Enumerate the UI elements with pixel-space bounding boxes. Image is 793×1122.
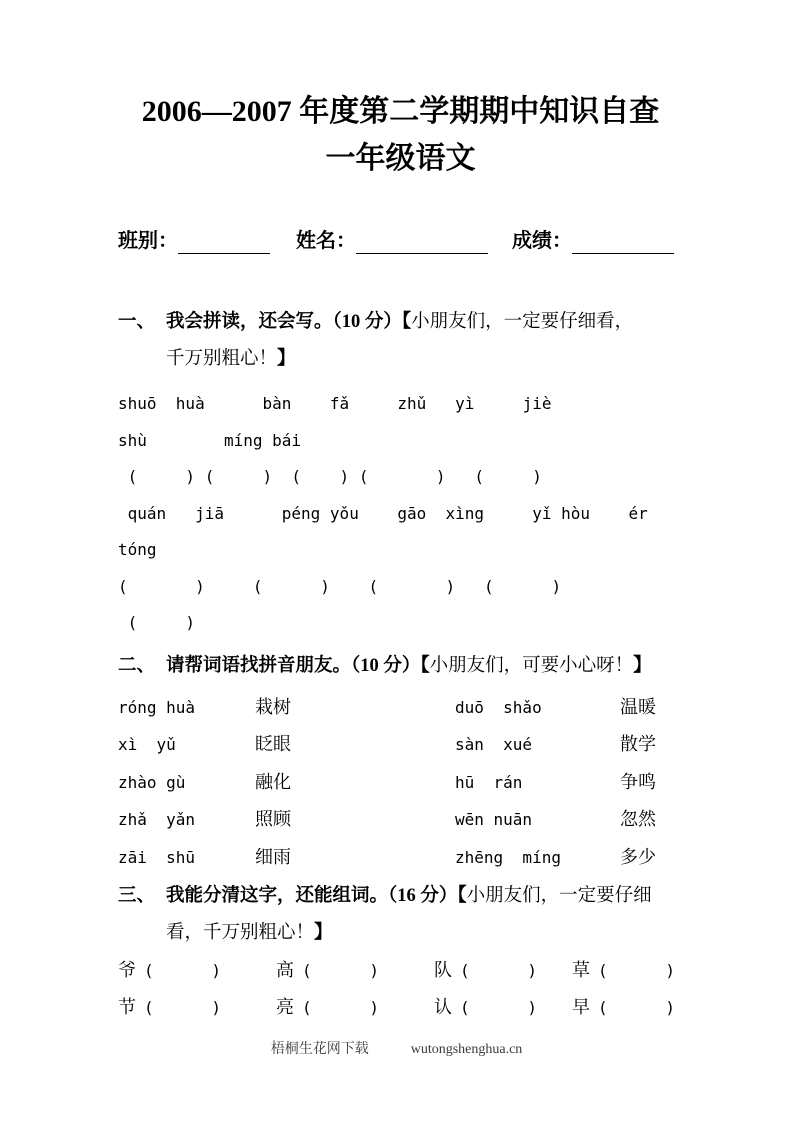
zuci-blank: ( ): [302, 961, 380, 980]
page-footer: [0, 1038, 793, 1058]
pinyin-cell: zāi shū: [118, 847, 196, 867]
zuci-char: 高: [276, 960, 294, 980]
section-2-note: 小朋友们，可要小心呀！: [429, 655, 634, 676]
pinyin-line-1: shuō huà bàn fǎ zhǔ yì jiè: [118, 394, 552, 413]
zuci-char: 认: [434, 997, 452, 1017]
word-cell: 照顾: [255, 809, 291, 829]
section-1-heading-line-2: [166, 341, 683, 378]
zuci-blank: ( ): [144, 998, 222, 1017]
student-info-row: [118, 228, 683, 254]
zuci-cell: [118, 952, 276, 989]
zuci-char: 亮: [276, 997, 294, 1017]
section-2-heading-line: [166, 648, 683, 685]
answer-parens-line-2: ( ) ( ) ( ) ( ): [118, 576, 562, 596]
section-3-note-1: 小朋友们，一定要仔细: [466, 886, 652, 906]
pinyin-cell: wēn nuān: [455, 810, 533, 829]
zuci-char: 队: [434, 960, 452, 980]
zuci-blank: ( ): [460, 998, 538, 1017]
name-blank: [356, 228, 488, 254]
pinyin-cell: hū rán: [455, 772, 523, 792]
section-3-number: 三、: [118, 886, 156, 906]
pinyin-cell: zhēng míng: [455, 847, 561, 867]
word-cell: 栽树: [255, 696, 291, 717]
section-1-note-2: 千万别粗心！: [166, 349, 278, 369]
word-cell: 散学: [620, 734, 656, 754]
section-1-heading-line-1: [166, 304, 683, 341]
zuci-blank: ( ): [144, 961, 222, 980]
pinyin-line-4: tóng: [118, 540, 157, 559]
pinyin-line-3: quán jiā péng yǒu gāo xìng yǐ hòu ér: [118, 503, 648, 523]
footer-site-name: 梧桐生花网下载: [270, 1042, 369, 1057]
word-cell: 忽然: [620, 809, 656, 829]
pinyin-cell: xì yǔ: [118, 735, 176, 754]
matching-table: [118, 689, 683, 877]
section-1-heading: [118, 304, 683, 378]
word-building-table: [118, 952, 683, 1026]
zuci-cell: [276, 952, 434, 989]
name-label: 姓名：: [296, 230, 356, 252]
section-2-title: 请帮词语找拼音朋友。（10 分）【: [166, 655, 430, 676]
word-cell: 细雨: [255, 846, 291, 867]
pinyin-cell: duō shǎo: [455, 697, 542, 717]
section-2-bracket-close: 】: [633, 655, 652, 676]
zuci-cell: [572, 952, 683, 989]
pinyin-line-2: shù míng bái: [118, 430, 302, 450]
page-title: [118, 88, 683, 182]
zuci-cell: [434, 989, 572, 1026]
section-2-number: 二、: [118, 655, 156, 676]
zuci-cell: [276, 989, 434, 1026]
section-3-heading-line-2: [166, 915, 683, 952]
section-3-bracket-close: 】: [314, 923, 333, 943]
score-label: 成绩：: [512, 230, 572, 252]
zuci-cell: [434, 952, 572, 989]
pinyin-cell: zhǎ yǎn: [118, 810, 196, 829]
answer-parens-line-3: ( ): [118, 613, 196, 632]
zuci-char: 节: [118, 997, 136, 1017]
zuci-char: 草: [572, 960, 590, 980]
section-1-heading-body: [166, 304, 683, 378]
zuci-blank: ( ): [302, 998, 380, 1017]
word-cell: 温暖: [620, 696, 656, 717]
word-cell: 融化: [255, 771, 291, 792]
section-1-number: 一、: [118, 312, 156, 332]
section-3-heading-line-1: [166, 878, 683, 915]
footer-site-url: wutongshenghua.cn: [410, 1042, 523, 1057]
zuci-cell: [572, 989, 683, 1026]
score-blank: [572, 228, 674, 254]
pinyin-cell: sàn xué: [455, 735, 533, 754]
section-1-pinyin-block: [118, 386, 683, 642]
section-3-title: 我能分清这字，还能组词。（16 分）【: [166, 886, 467, 906]
section-1-bracket-close: 】: [277, 349, 296, 369]
word-cell: 多少: [620, 846, 656, 867]
class-label: 班别：: [118, 230, 178, 252]
zuci-char: 爷: [118, 960, 136, 980]
section-2-heading-body: [166, 648, 683, 685]
class-blank: [178, 228, 270, 254]
word-cell: 争鸣: [620, 771, 656, 792]
section-3-heading: [118, 878, 683, 952]
title-line-1: 2006—2007 年度第二学期期中知识自查: [141, 95, 660, 128]
title-line-2: 一年级语文: [325, 142, 476, 175]
pinyin-cell: zhào gù: [118, 772, 186, 792]
section-3-heading-body: [166, 878, 683, 952]
zuci-blank: ( ): [460, 961, 538, 980]
zuci-blank: ( ): [598, 998, 676, 1017]
pinyin-cell: róng huà: [118, 697, 196, 717]
section-1-note-1: 小朋友们，一定要仔细看，: [411, 312, 634, 332]
section-3-note-2: 看，千万别粗心！: [166, 923, 315, 943]
zuci-blank: ( ): [598, 961, 676, 980]
word-cell: 眨眼: [255, 734, 291, 754]
zuci-char: 早: [572, 997, 590, 1017]
section-2-heading: [118, 648, 683, 685]
section-1-title: 我会拼读，还会写。（10 分）【: [166, 312, 412, 332]
answer-parens-line-1: ( ) ( ) ( ) ( ) ( ): [118, 467, 542, 486]
zuci-cell: [118, 989, 276, 1026]
